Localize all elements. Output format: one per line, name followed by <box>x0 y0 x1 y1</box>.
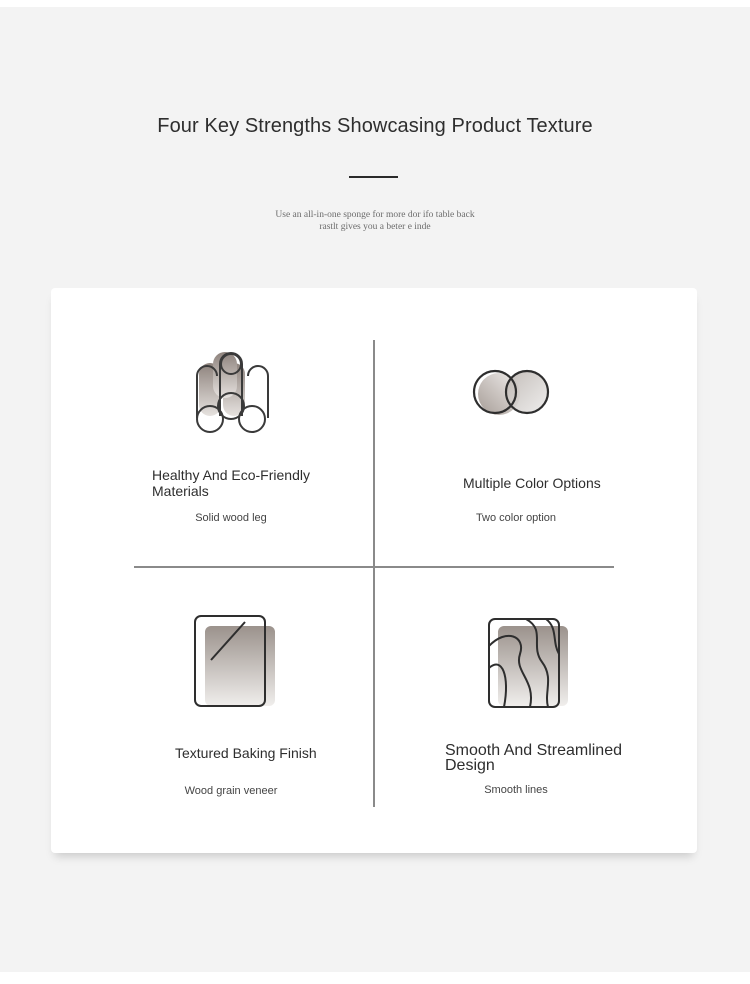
color-circles-icon <box>471 366 557 427</box>
subtitle-line-1: Use an all-in-one sponge for more dor ifo table back <box>275 210 475 220</box>
wavy-lines-icon <box>486 616 572 717</box>
feature-1-title: Healthy And Eco-Friendly Materials <box>152 467 310 499</box>
feature-2-subtitle: Two color option <box>475 512 557 524</box>
vertical-divider <box>373 340 375 807</box>
feature-4-subtitle: Smooth lines <box>484 784 548 796</box>
features-card <box>51 288 697 853</box>
wood-logs-icon <box>191 346 277 443</box>
feature-3-subtitle: Wood grain veneer <box>184 785 278 797</box>
veneer-panel-icon <box>191 614 281 715</box>
horizontal-divider <box>134 566 614 568</box>
feature-2-title: Multiple Color Options <box>463 475 601 491</box>
title-divider <box>349 176 398 178</box>
page-title: Four Key Strengths Showcasing Product Texture <box>157 115 593 137</box>
subtitle-line-2: rastlt gives you a beter e inde <box>319 222 431 232</box>
feature-3-title: Textured Baking Finish <box>175 745 317 761</box>
feature-4-title: Smooth And Streamlined Design <box>445 742 622 774</box>
feature-1-subtitle: Solid wood leg <box>195 512 267 524</box>
